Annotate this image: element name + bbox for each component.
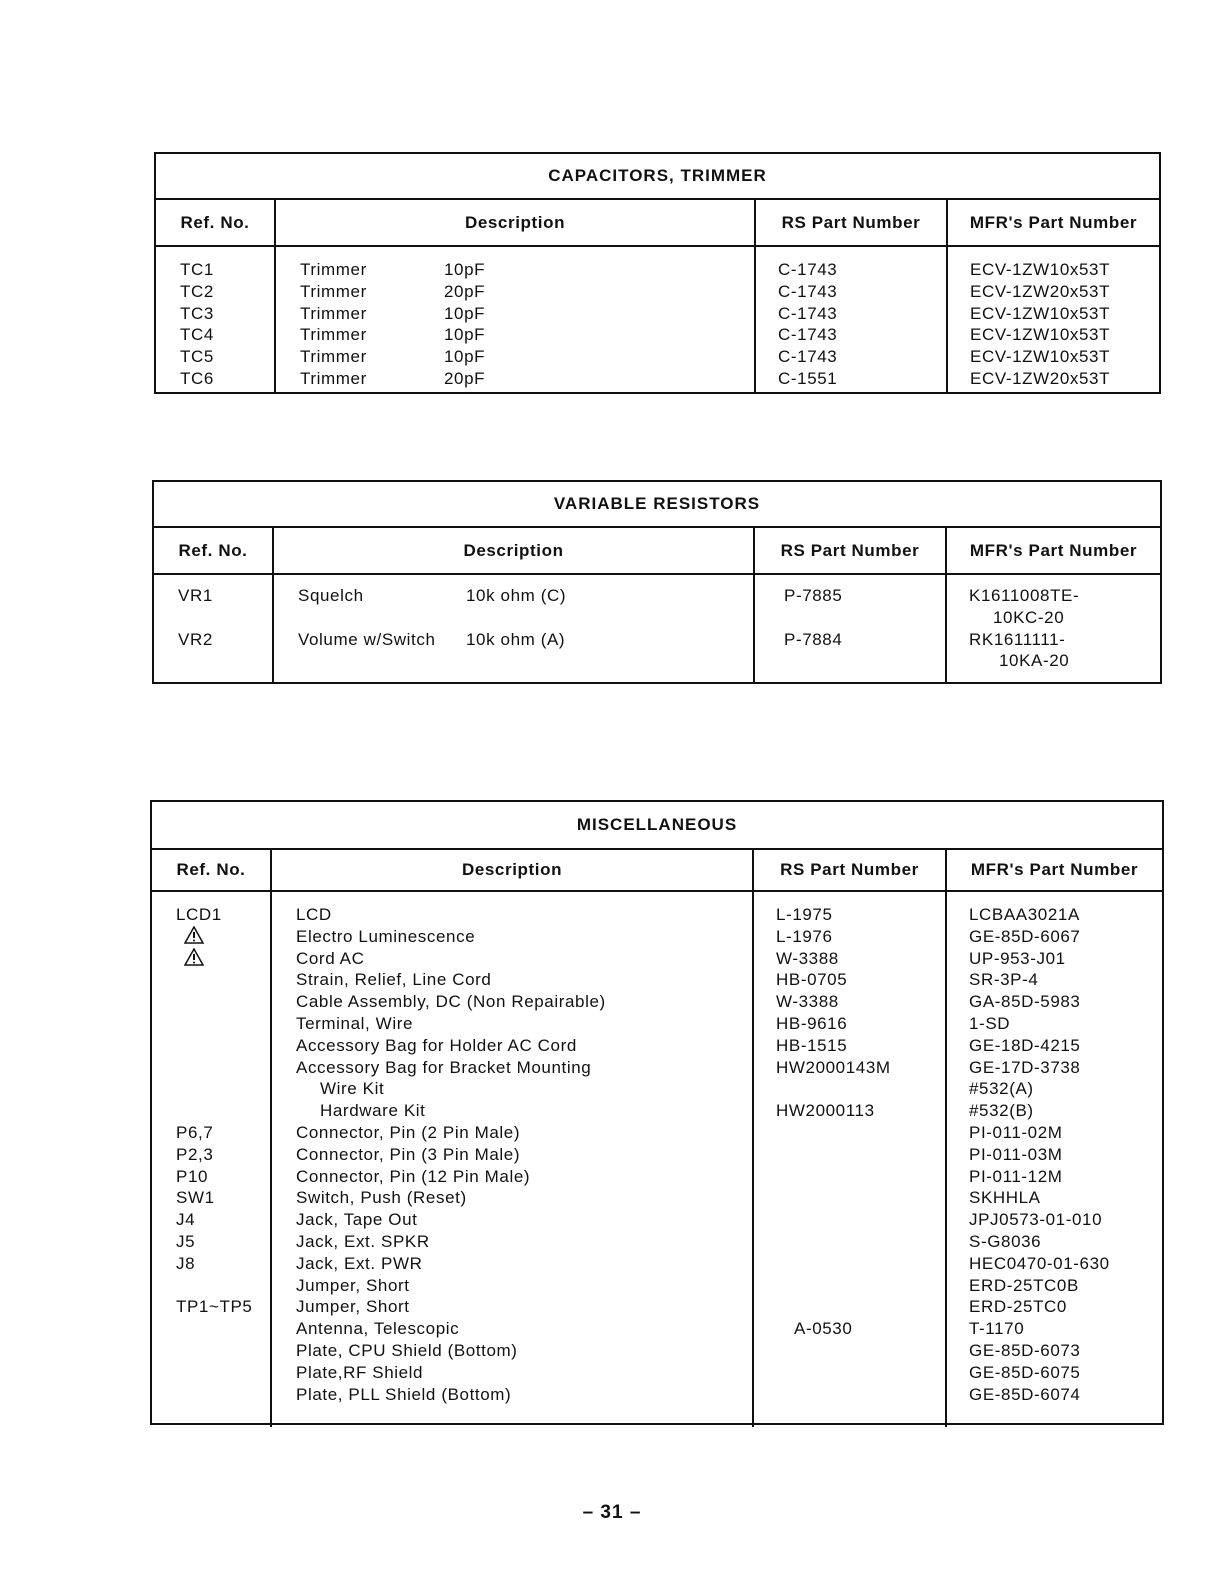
description-cell: Connector, Pin (2 Pin Male) [296,1122,521,1142]
mfr-part-cell: PI-011-03M [969,1144,1063,1164]
ref-cell: J8 [176,1253,196,1273]
rs-part-cell [754,1209,945,1231]
mfr-part-cell: 1-SD [969,1013,1011,1033]
rs-part-cell: C-1743 [778,347,838,367]
description-cell: Strain, Relief, Line Cord [296,970,492,990]
rs-part-cell: W-3388 [776,992,839,1012]
header-mfr-part-number: MFR's Part Number [970,860,1139,879]
rs-part-cell [754,1166,945,1188]
rs-part-cell [754,1384,945,1406]
rs-part-cell: C-1743 [778,281,838,301]
mfr-part-column [947,575,1160,684]
ref-cell [152,1362,270,1384]
rs-part-column [756,247,948,394]
ref-cell: TP1~TP5 [176,1297,253,1317]
rs-part-cell [754,1122,945,1144]
description-cell: Connector, Pin (12 Pin Male) [296,1166,531,1186]
description-text: Trimmer [300,260,367,279]
mfr-part-cell: LCBAA3021A [969,905,1080,924]
description-cell: Hardware Kit [320,1101,426,1121]
rs-part-column [754,892,947,1427]
mfr-part-cell: GE-17D-3738 [969,1057,1081,1077]
description-cell: Jack, Ext. PWR [296,1253,423,1273]
mfr-part-column [947,892,1162,1427]
mfr-part-cell: ECV-1ZW10x53T [970,347,1111,367]
description-cell: Wire Kit [320,1079,385,1099]
mfr-part-cell: ECV-1ZW10x53T [970,303,1111,323]
ref-column [156,247,276,394]
rs-part-cell: C-1551 [778,368,838,388]
rs-part-cell [754,1340,945,1362]
rs-part-cell: HW2000143M [776,1057,891,1077]
mfr-part-cell: ERD-25TC0 [969,1297,1067,1317]
description-cell [274,585,753,607]
table-body [152,892,1162,1427]
description-column [276,247,756,394]
header-ref-no: Ref. No. [156,200,276,245]
ref-cell: TC1 [180,260,214,279]
ref-cell: TC2 [180,281,214,301]
ref-cell [152,1275,270,1297]
description-cell: Plate, CPU Shield (Bottom) [296,1340,518,1360]
safety-warning-icon [152,926,204,950]
description-cell: Cord AC [296,948,365,968]
ref-cell: J5 [176,1231,196,1251]
rs-part-cell [754,1231,945,1253]
trimmer-capacitors-table [154,152,1161,394]
ref-cell: TC4 [180,325,214,345]
variable-resistors-table [152,480,1162,684]
table-title: MISCELLANEOUS [152,802,1162,850]
ref-cell: VR1 [178,586,213,605]
mfr-part-cell: GE-85D-6074 [969,1384,1081,1404]
description-cell [276,368,754,390]
table-title: VARIABLE RESISTORS [154,482,1160,528]
description-text: Trimmer [300,303,367,323]
ref-cell [152,991,270,1013]
description-text: Trimmer [300,325,367,345]
description-cell: Accessory Bag for Holder AC Cord [296,1035,577,1055]
description-cell [276,259,754,281]
rs-part-cell: C-1743 [778,303,838,323]
header-ref-no: Ref. No. [152,850,272,890]
spacer [755,607,945,629]
mfr-part-cell: GE-85D-6067 [969,926,1081,946]
description-text: Volume w/Switch [298,629,436,649]
ref-cell [152,1384,270,1406]
spacer [154,607,272,629]
ref-cell: VR2 [178,629,213,649]
ref-cell [152,1078,270,1100]
safety-warning-icon [152,948,204,972]
ref-cell: TC3 [180,303,214,323]
ref-cell: SW1 [176,1188,215,1208]
rs-part-cell [754,1078,945,1100]
mfr-part-cell: GE-85D-6073 [969,1340,1081,1360]
rs-part-cell [754,1275,945,1297]
ref-cell: TC6 [180,368,214,388]
description-column [274,575,755,684]
ref-cell [152,926,270,948]
mfr-part-cell: GE-18D-4215 [969,1035,1081,1055]
rs-part-cell: P-7885 [784,586,843,605]
table-header-row [156,200,1159,247]
ref-cell: P2,3 [176,1144,214,1164]
description-cell: LCD [296,905,332,924]
description-cell: Antenna, Telescopic [296,1319,460,1339]
table-header-row [152,850,1162,892]
mfr-part-cell: UP-953-J01 [969,948,1066,968]
ref-column [154,575,274,684]
mfr-part-cell: SKHHLA [969,1188,1041,1208]
mfr-part-cell: T-1170 [969,1319,1025,1339]
description-cell: Terminal, Wire [296,1013,414,1033]
ref-cell [152,1100,270,1122]
page-number: – 31 – [582,1502,642,1523]
mfr-part-cell: ECV-1ZW20x53T [970,281,1111,301]
mfr-part-cell: PI-011-12M [969,1166,1063,1186]
mfr-part-cell: GE-85D-6075 [969,1362,1081,1382]
mfr-part-cell-continued: 10KC-20 [993,607,1065,627]
spacer [274,607,753,629]
ref-cell: LCD1 [176,905,222,924]
mfr-part-cell: K1611008TE- [969,586,1080,605]
description-cell [276,303,754,325]
ref-column [152,892,272,1427]
header-rs-part-number: RS Part Number [754,850,947,890]
description-cell: Electro Luminescence [296,926,476,946]
mfr-part-cell: #532(B) [969,1101,1034,1121]
header-mfr-part-number: MFR's Part Number [969,540,1138,560]
value-text: 10k ohm (A) [466,629,566,649]
description-text: Trimmer [300,368,367,388]
ref-cell: P10 [176,1166,209,1186]
description-cell: Jack, Ext. SPKR [296,1231,430,1251]
description-cell [276,346,754,368]
rs-part-cell: C-1743 [778,260,838,279]
mfr-part-cell: RK1611111- [969,629,1066,649]
mfr-part-cell: GA-85D-5983 [969,992,1081,1012]
ref-cell [152,948,270,970]
table-title: CAPACITORS, TRIMMER [156,154,1159,200]
rs-part-cell: C-1743 [778,325,838,345]
mfr-part-cell: SR-3P-4 [969,970,1039,990]
rs-part-cell: W-3388 [776,948,839,968]
mfr-part-cell: #532(A) [969,1079,1034,1099]
header-rs-part-number: RS Part Number [756,200,948,245]
mfr-part-cell: PI-011-02M [969,1122,1063,1142]
header-mfr-part-number: MFR's Part Number [969,212,1138,232]
value-text: 10pF [444,260,486,279]
value-text: 10k ohm (C) [466,586,567,605]
value-text: 10pF [444,303,486,323]
rs-part-cell: L-1975 [776,905,833,924]
rs-part-cell: HB-0705 [776,970,848,990]
mfr-part-cell-continued: 10KA-20 [999,651,1070,671]
header-ref-no: Ref. No. [154,528,274,573]
ref-cell [152,1340,270,1362]
ref-cell [152,1057,270,1079]
miscellaneous-table [150,800,1164,1425]
ref-cell: J4 [176,1210,196,1230]
description-cell: Plate,RF Shield [296,1362,424,1382]
rs-part-cell: HW2000113 [776,1101,875,1121]
ref-cell: P6,7 [176,1122,214,1142]
description-text: Squelch [298,586,364,605]
description-text: Trimmer [300,347,367,367]
rs-part-cell: HB-1515 [776,1035,848,1055]
description-cell [274,629,753,651]
rs-part-cell [754,1187,945,1209]
table-body [156,247,1159,394]
rs-part-cell: P-7884 [784,629,843,649]
header-description: Description [276,200,756,245]
mfr-part-cell: ECV-1ZW10x53T [970,260,1111,279]
mfr-part-cell: ECV-1ZW10x53T [970,325,1111,345]
value-text: 10pF [444,325,486,345]
description-cell: Jumper, Short [296,1275,410,1295]
header-description: Description [272,850,754,890]
rs-part-cell [754,1253,945,1275]
description-cell: Accessory Bag for Bracket Mounting [296,1057,592,1077]
mfr-part-cell: ERD-25TC0B [969,1275,1079,1295]
header-description: Description [274,528,755,573]
ref-cell: TC5 [180,347,214,367]
description-cell: Cable Assembly, DC (Non Repairable) [296,992,606,1012]
ref-cell [152,1318,270,1340]
mfr-part-cell: ECV-1ZW20x53T [970,368,1111,388]
header-rs-part-number: RS Part Number [755,528,947,573]
value-text: 10pF [444,347,486,367]
rs-part-cell: A-0530 [794,1319,853,1339]
rs-part-cell [754,1362,945,1384]
description-cell [276,324,754,346]
description-cell: Jumper, Short [296,1297,410,1317]
description-cell [276,281,754,303]
rs-part-column [755,575,947,684]
ref-cell [152,969,270,991]
mfr-part-column [948,247,1159,394]
value-text: 20pF [444,368,486,388]
rs-part-cell [754,1296,945,1318]
mfr-part-cell: S-G8036 [969,1231,1042,1251]
value-text: 20pF [444,281,486,301]
table-header-row [154,528,1160,575]
description-cell: Switch, Push (Reset) [296,1188,467,1208]
description-cell: Connector, Pin (3 Pin Male) [296,1144,521,1164]
mfr-part-cell: HEC0470-01-630 [969,1253,1110,1273]
description-column [272,892,754,1427]
ref-cell [152,1035,270,1057]
description-text: Trimmer [300,281,367,301]
mfr-part-cell: JPJ0573-01-010 [969,1210,1103,1230]
table-body [154,575,1160,684]
rs-part-cell [754,1144,945,1166]
rs-part-cell: HB-9616 [776,1013,848,1033]
ref-cell [152,1013,270,1035]
description-cell: Plate, PLL Shield (Bottom) [296,1384,512,1404]
description-cell: Jack, Tape Out [296,1210,418,1230]
rs-part-cell: L-1976 [776,926,833,946]
